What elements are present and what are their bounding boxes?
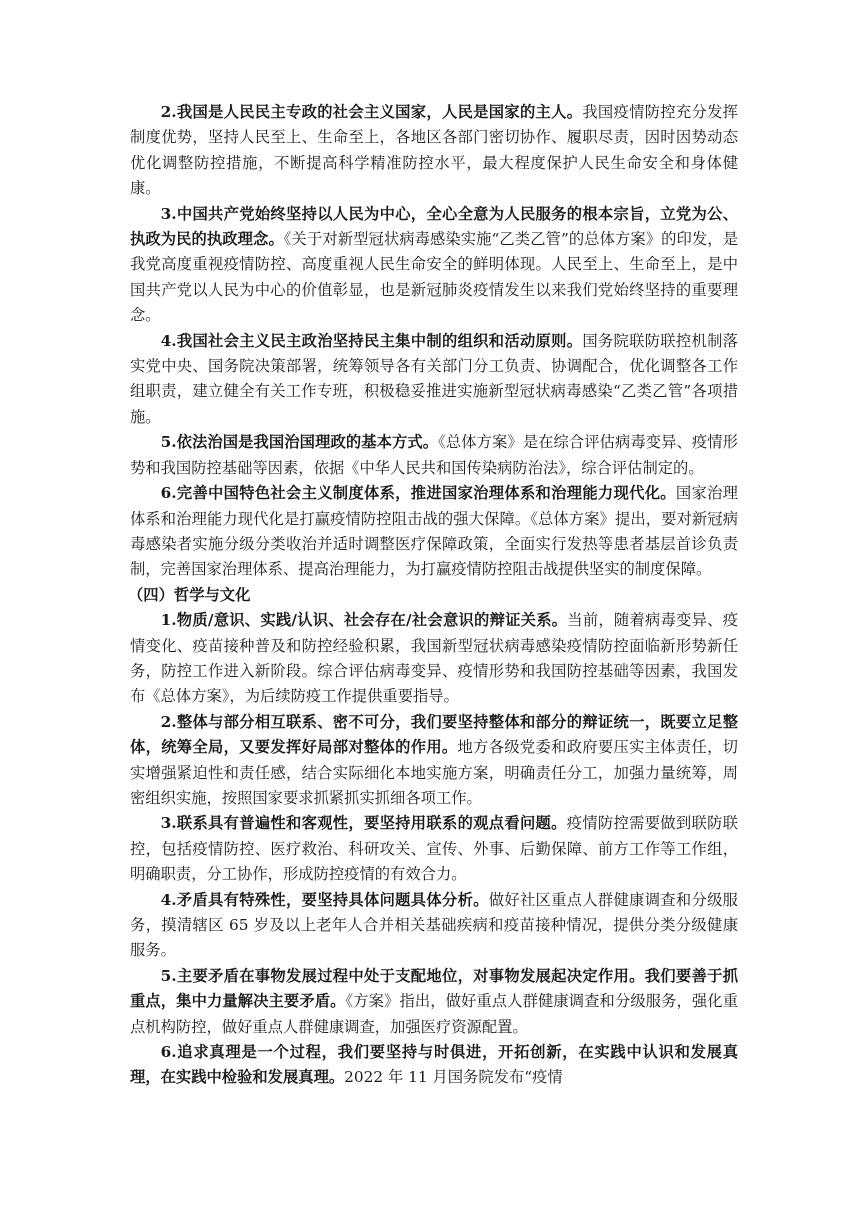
paragraph-politics-2 (130, 100, 738, 202)
key-point: 4.我国社会主义民主政治坚持民主集中制的组织和活动原则。 (160, 331, 583, 350)
explanation: 《方案》指出，做好重点人群健康调查和分级服务，强化重点机构防控，做好重点人群健康调查，加强医疗资源配置。 (130, 992, 738, 1036)
explanation: 国务院联防联控机制落实党中央、国务院决策部署，统筹领导各有关部门分工负责、协调配合，优化调整各工作组职责，建立健全有关工作专班，积极稳妥推进实施新型冠状病毒感染“乙类乙管”各项措施。 (130, 331, 738, 426)
explanation: 《关于对新型冠状病毒感染实施“乙类乙管”的总体方案》的印发，是我党高度重视疫情防控、高度重视人民生命安全的鲜明体现。人民至上、生命至上，是中国共产党以人民为中心的价值彰显，也是新冠肺炎疫情发生以来我们党始终坚持的重要理念。 (130, 230, 738, 325)
key-point: 6.完善中国特色社会主义制度体系，推进国家治理体系和治理能力现代化。 (160, 484, 676, 503)
paragraph-philosophy-6 (130, 1040, 738, 1091)
key-point: 1.物质/意识、实践/认识、社会存在/社会意识的辩证关系。 (160, 611, 568, 630)
paragraph-politics-5 (130, 430, 738, 481)
explanation: 《总体方案》是在综合评估病毒变异、疫情形势和我国防控基础等因素，依据《中华人民共和国传染病防治法》，综合评估制定的。 (130, 433, 738, 477)
key-point: 3.中国共产党始终坚持以人民为中心，全心全意为人民服务的根本宗旨，立党为公、执政为民的执政理念。 (130, 204, 738, 249)
key-point: 3.联系具有普遍性和客观性，要坚持用联系的观点看问题。 (160, 814, 567, 833)
explanation: 2022 年 11 月国务院发布“疫情 (344, 1068, 563, 1087)
explanation: 当前，随着病毒变异、疫情变化、疫苗接种普及和防控经验积累，我国新型冠状病毒感染疫情防控面临新形势新任务，防控工作进入新阶段。综合评估病毒变异、疫情形势和我国防控基础等因素，我国发布《总体方案》，为后续防疫工作提供重要指导。 (130, 611, 738, 706)
explanation: 做好社区重点人群健康调查和分级服务，摸清辖区 65 岁及以上老年人合并相关基础疾病和疫苗接种情况，提供分类分级健康服务。 (130, 890, 738, 960)
key-point: 5.主要矛盾在事物发展过程中处于支配地位，对事物发展起决定作用。我们要善于抓重点，集中力量解决主要矛盾。 (130, 966, 738, 1011)
paragraph-politics-6 (130, 481, 738, 583)
paragraph-philosophy-5 (130, 964, 738, 1040)
paragraph-philosophy-1 (130, 608, 738, 710)
explanation: 我国疫情防控充分发挥制度优势，坚持人民至上、生命至上，各地区各部门密切协作、履职尽责，因时因势动态优化调整防控措施，不断提高科学精准防控水平，最大程度保护人民生命安全和身体健康。 (130, 103, 738, 198)
key-point: 4.矛盾具有特殊性，要坚持具体问题具体分析。 (160, 890, 489, 909)
key-point: 5.依法治国是我国治国理政的基本方式。 (160, 433, 439, 452)
key-point: 6.追求真理是一个过程，我们要坚持与时俱进，开拓创新，在实践中认识和发展真理，在实践中检验和发展真理。 (130, 1043, 738, 1087)
section-heading: （四）哲学与文化 (128, 585, 251, 604)
key-point: 2.我国是人民民主专政的社会主义国家，人民是国家的主人。 (160, 103, 583, 121)
explanation: 疫情防控需要做到联防联控，包括疫情防控、医疗救治、科研攻关、宣传、外事、后勤保障、前方工作等工作组，明确职责，分工协作，形成防控疫情的有效合力。 (130, 814, 738, 884)
paragraph-politics-3 (130, 202, 738, 329)
paragraph-philosophy-4 (130, 888, 738, 964)
key-point: 2.整体与部分相互联系、密不可分，我们要坚持整体和部分的辩证统一，既要立足整体，统筹全局，又要发挥好局部对整体的作用。 (130, 712, 738, 757)
document-page (130, 100, 738, 1091)
paragraph-politics-4 (130, 329, 738, 431)
explanation: 国家治理体系和治理能力现代化是打赢疫情防控阻击战的强大保障。《总体方案》提出，要对新冠病毒感染者实施分级分类收治并适时调整医疗保障政策，全面实行发热等患者基层首诊负责制，完善国家治理体系、提高治理能力，为打赢疫情防控阻击战提供坚实的制度保障。 (130, 484, 738, 579)
paragraph-philosophy-3 (130, 811, 738, 887)
explanation: 地方各级党委和政府要压实主体责任，切实增强紧迫性和责任感，结合实际细化本地实施方案，明确责任分工，加强力量统筹，周密组织实施，按照国家要求抓紧抓实抓细各项工作。 (130, 738, 738, 807)
paragraph-philosophy-2 (130, 710, 738, 812)
